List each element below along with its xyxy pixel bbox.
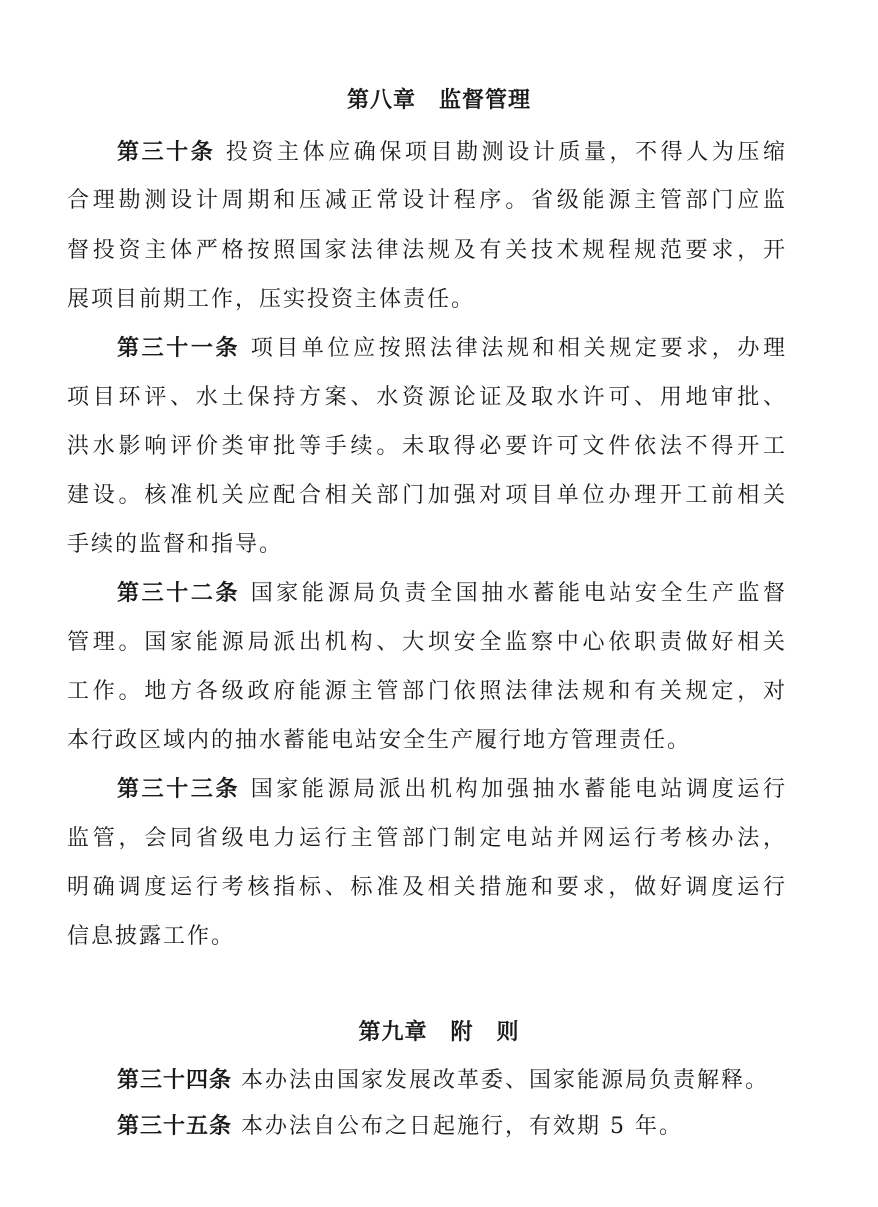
article-30-line-1: 第三十条 投资主体应确保项目勘测设计质量，不得人为压缩: [117, 140, 787, 165]
article-32-line-2: 管理。国家能源局派出机构、大坝安全监察中心依职责做好相关: [67, 630, 787, 655]
article-33-line-2: 监管，会同省级电力运行主管部门制定电站并网运行考核办法，: [67, 826, 787, 851]
article-32-line-1: 第三十二条 国家能源局负责全国抽水蓄能电站安全生产监督: [117, 581, 787, 606]
article-31-line-1: 第三十一条 项目单位应按照法律法规和相关规定要求，办理: [117, 336, 787, 361]
article-30-line-3: 督投资主体严格按照国家法律法规及有关技术规程规范要求，开: [67, 238, 787, 263]
article-33-line-1: 第三十三条 国家能源局派出机构加强抽水蓄能电站调度运行: [117, 777, 787, 802]
article-31-line-2: 项目环评、水土保持方案、水资源论证及取水许可、用地审批、: [67, 385, 787, 410]
article-34-label: 第三十四条: [117, 1068, 233, 1093]
article-32-line-4: 本行政区域内的抽水蓄能电站安全生产履行地方管理责任。: [67, 728, 692, 753]
chapter-9-title: 第九章 附 则: [358, 1020, 520, 1045]
article-31-line-3: 洪水影响评价类审批等手续。未取得必要许可文件依法不得开工: [67, 434, 787, 459]
article-30-line-2: 合理勘测设计周期和压减正常设计程序。省级能源主管部门应监: [67, 188, 787, 213]
article-35-line-1: 第三十五条 本办法自公布之日起施行，有效期 5 年。: [117, 1114, 684, 1139]
article-31-line-5: 手续的监督和指导。: [67, 532, 284, 557]
article-33-label: 第三十三条: [117, 777, 241, 802]
article-33-line-3: 明确调度运行考核指标、标准及相关措施和要求，做好调度运行: [67, 875, 787, 900]
article-30-label: 第三十条: [117, 140, 216, 165]
article-32-line-3: 工作。地方各级政府能源主管部门依照法律法规和有关规定，对: [67, 679, 787, 704]
chapter-8-title: 第八章 监督管理: [346, 88, 531, 113]
article-33-line-4: 信息披露工作。: [67, 924, 236, 949]
article-32-label: 第三十二条: [117, 581, 241, 606]
article-31-line-4: 建设。核准机关应配合相关部门加强对项目单位办理开工前相关: [67, 483, 787, 508]
article-30-line-4: 展项目前期工作，压实投资主体责任。: [67, 287, 476, 312]
article-34-line-1: 第三十四条 本办法由国家发展改革委、国家能源局负责解释。: [117, 1068, 770, 1093]
article-31-label: 第三十一条: [117, 336, 241, 361]
article-35-label: 第三十五条: [117, 1114, 233, 1139]
